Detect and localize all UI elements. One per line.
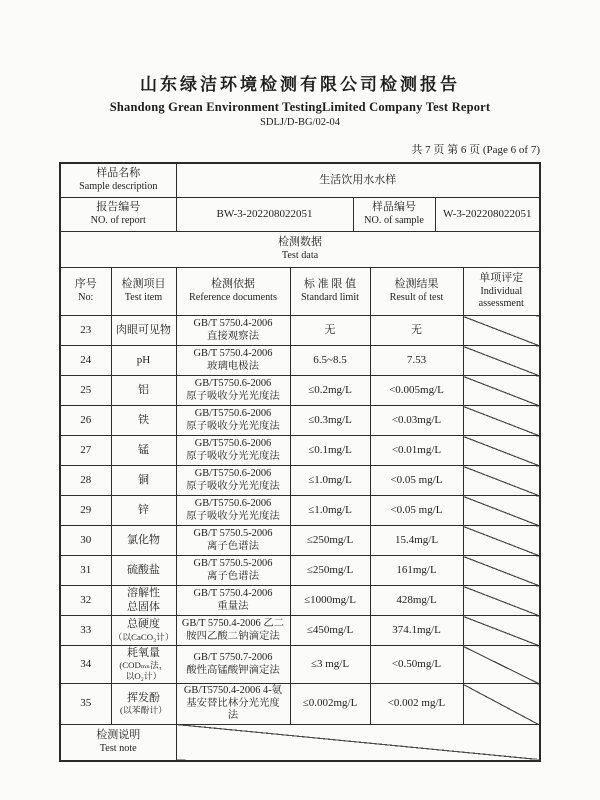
reference-line: 原子吸收分光光度法 [186, 510, 280, 522]
cell-test-result: <0.005mg/L [370, 376, 463, 406]
cell-reference [176, 466, 290, 496]
reference-line: 胺四乙酸二钠滴定法 [186, 630, 280, 642]
cell-no: 31 [60, 556, 111, 586]
reference-line: GB/T 5750.4-2006 [193, 318, 273, 330]
test-item-line: 铜 [138, 473, 149, 486]
cell-standard-limit: ≤0.002mg/L [290, 684, 370, 724]
reference-line: GB/T5750.6-2006 [194, 378, 272, 390]
reference-line: GB/T5750.6-2006 [194, 498, 272, 510]
col-header-reference [176, 268, 290, 316]
cell-assessment-diagonal [463, 316, 540, 346]
table-row [60, 406, 540, 436]
col-result-cn: 检测结果 [394, 278, 439, 291]
test-item-line: pH [136, 353, 151, 366]
table-row [60, 316, 540, 346]
reference-line: GB/T5750.6-2006 [194, 468, 272, 480]
table-row [60, 496, 540, 526]
test-item-line: 总硬度 [127, 618, 160, 631]
reference-line: 原子吸收分光光度法 [186, 480, 280, 492]
col-assess-cn: 单项评定 [479, 271, 524, 284]
sample-no-label-cn: 样品编号 [372, 201, 416, 214]
test-note-label [60, 724, 176, 761]
cell-test-item [111, 684, 176, 724]
page-number-info: 共 7 页 第 6 页 (Page 6 of 7) [411, 144, 540, 156]
cell-no: 29 [60, 496, 111, 526]
reference-line: 离子色谱法 [207, 540, 259, 552]
sample-no-label [353, 198, 435, 232]
col-ref-cn: 检测依据 [211, 278, 255, 291]
test-item-line: 硫酸盐 [127, 563, 160, 576]
test-item-line: 以O₂计） [125, 671, 162, 682]
table-row [60, 526, 540, 556]
test-note-label-en: Test note [99, 742, 137, 754]
cell-assessment-diagonal [463, 346, 540, 376]
table-row [60, 646, 540, 684]
cell-test-result: 428mg/L [370, 586, 463, 616]
cell-no: 30 [60, 526, 111, 556]
cell-standard-limit: 无 [290, 316, 370, 346]
test-item-line: 锰 [138, 443, 149, 456]
cell-test-result: 无 [370, 316, 463, 346]
reference-line: 酸性高锰酸钾滴定法 [186, 664, 280, 676]
col-no-en: No: [78, 292, 94, 303]
reference-line: 原子吸收分光光度法 [186, 450, 280, 462]
cell-test-result: <0.002 mg/L [370, 684, 463, 724]
reference-line: GB/T5750.6-2006 [194, 408, 272, 420]
test-item-line: 氯化物 [127, 533, 160, 546]
table-row [60, 466, 540, 496]
cell-no: 25 [60, 376, 111, 406]
test-item-line: 锌 [138, 503, 149, 516]
cell-test-item [111, 526, 176, 556]
reference-line: GB/T 5750.4-2006 [193, 348, 273, 360]
cell-assessment-diagonal [463, 586, 540, 616]
col-header-standard-limit [290, 268, 370, 316]
cell-test-result: <0.05 mg/L [370, 496, 463, 526]
sample-description-label-en: Sample description [79, 181, 158, 192]
cell-no: 35 [60, 684, 111, 724]
cell-reference [176, 616, 290, 646]
sample-description-value: 生活饮用水水样 [176, 163, 540, 198]
test-item-line: (以苯酚计） [120, 704, 167, 715]
sample-description-label-cn: 样品名称 [96, 167, 141, 180]
table-row [60, 436, 540, 466]
reference-line: GB/T 5750.7-2006 [193, 652, 273, 664]
cell-reference [176, 436, 290, 466]
cell-standard-limit: ≤0.3mg/L [290, 406, 370, 436]
col-assess-en2: assessment [478, 298, 524, 310]
test-note-row [60, 724, 540, 761]
sample-no-value: W-3-202208022051 [435, 198, 540, 232]
column-header-row [60, 268, 540, 316]
test-item-line: 铝 [138, 383, 149, 396]
cell-reference [176, 316, 290, 346]
test-note-label-cn: 检测说明 [96, 728, 141, 741]
reference-line: GB/T 5750.4-2006 [193, 588, 273, 600]
cell-standard-limit: ≤250mg/L [290, 556, 370, 586]
reference-line: 重量法 [217, 600, 249, 612]
col-result-en: Result of test [389, 292, 444, 303]
cell-test-item [111, 496, 176, 526]
cell-test-item [111, 646, 176, 684]
cell-standard-limit: ≤1000mg/L [290, 586, 370, 616]
test-data-title-cn: 检测数据 [278, 236, 322, 249]
cell-reference [176, 376, 290, 406]
cell-standard-limit: 6.5~8.5 [290, 346, 370, 376]
cell-standard-limit: ≤250mg/L [290, 526, 370, 556]
cell-no: 24 [60, 346, 111, 376]
cell-test-item [111, 466, 176, 496]
col-ref-en: Reference documents [189, 292, 277, 303]
sample-description-label [60, 163, 176, 198]
test-item-line: 总固体 [127, 600, 160, 613]
cell-test-item [111, 586, 176, 616]
cell-test-item [111, 376, 176, 406]
report-no-value: BW-3-202208022051 [176, 198, 353, 232]
cell-test-result: <0.01mg/L [370, 436, 463, 466]
table-row [60, 376, 540, 406]
cell-standard-limit: ≤450mg/L [290, 616, 370, 646]
cell-reference [176, 684, 290, 724]
cell-test-item [111, 556, 176, 586]
table-row [60, 586, 540, 616]
document-code: SDLJ/D-BG/02-04 [260, 117, 340, 128]
table-row [60, 346, 540, 376]
cell-test-item [111, 406, 176, 436]
cell-no: 27 [60, 436, 111, 466]
cell-reference [176, 496, 290, 526]
cell-no: 26 [60, 406, 111, 436]
reference-line: GB/T5750.4-2006 4-氨 [183, 685, 283, 697]
col-no-cn: 序号 [74, 278, 97, 291]
cell-assessment-diagonal [463, 406, 540, 436]
test-item-line: 溶解性 [127, 587, 160, 600]
test-report-table [59, 162, 541, 762]
cell-standard-limit: ≤1.0mg/L [290, 466, 370, 496]
cell-reference [176, 586, 290, 616]
col-header-test-item [111, 268, 176, 316]
cell-assessment-diagonal [463, 684, 540, 724]
cell-test-result: 15.4mg/L [370, 526, 463, 556]
cell-assessment-diagonal [463, 616, 540, 646]
cell-reference [176, 346, 290, 376]
reference-line: GB/T 5750.5-2006 [193, 558, 273, 570]
report-no-label-en: NO. of report [90, 215, 146, 226]
cell-standard-limit: ≤1.0mg/L [290, 496, 370, 526]
test-data-section-header [60, 232, 540, 268]
cell-standard-limit: ≤3 mg/L [290, 646, 370, 684]
reference-line: 法 [227, 710, 239, 722]
report-title-en: Shandong Grean Environment TestingLimited Company Test Report [109, 100, 491, 114]
reference-line: 玻璃电极法 [207, 360, 259, 372]
col-assess-en1: Individual [480, 285, 523, 297]
test-item-line: （以CaCO₃计） [113, 631, 174, 642]
cell-reference [176, 556, 290, 586]
cell-test-result: 374.1mg/L [370, 616, 463, 646]
cell-reference [176, 646, 290, 684]
table-row [60, 556, 540, 586]
cell-no: 33 [60, 616, 111, 646]
cell-assessment-diagonal [463, 526, 540, 556]
cell-test-result: <0.05 mg/L [370, 466, 463, 496]
test-item-line: (CODₘₙ法， [119, 660, 168, 671]
cell-assessment-diagonal [463, 496, 540, 526]
cell-standard-limit: ≤0.2mg/L [290, 376, 370, 406]
cell-assessment-diagonal [463, 646, 540, 684]
report-title-cn: 山东绿洁环境检测有限公司检测报告 [140, 75, 460, 94]
cell-test-item [111, 316, 176, 346]
col-item-cn: 检测项目 [121, 278, 166, 291]
test-item-line: 铁 [138, 413, 149, 426]
cell-test-item [111, 436, 176, 466]
reference-line: GB/T 5750.4-2006 乙二 [181, 618, 285, 630]
test-note-empty-diagonal [176, 724, 540, 761]
test-item-line: 肉眼可见物 [116, 323, 171, 336]
cell-test-result: <0.03mg/L [370, 406, 463, 436]
reference-line: 基安替比林分光光度 [186, 697, 280, 709]
cell-test-result: 7.53 [370, 346, 463, 376]
cell-test-result: <0.50mg/L [370, 646, 463, 684]
test-item-line: 挥发酚 [127, 691, 160, 704]
cell-test-item [111, 346, 176, 376]
cell-assessment-diagonal [463, 556, 540, 586]
test-item-line: 耗氧量 [127, 647, 160, 659]
reference-line: 原子吸收分光光度法 [186, 390, 280, 402]
reference-line: 原子吸收分光光度法 [186, 420, 280, 432]
sample-description-row [60, 163, 540, 198]
reference-line: GB/T5750.6-2006 [194, 438, 272, 450]
table-row [60, 684, 540, 724]
col-limit-cn: 标 准 限 值 [303, 278, 357, 291]
test-data-section-row [60, 232, 540, 268]
table-row [60, 616, 540, 646]
cell-assessment-diagonal [463, 466, 540, 496]
cell-test-item [111, 616, 176, 646]
reference-line: 离子色谱法 [207, 570, 259, 582]
reference-line: GB/T 5750.5-2006 [193, 528, 273, 540]
test-data-title-en: Test data [281, 250, 319, 261]
report-no-label [60, 198, 176, 232]
reference-line: 直接观察法 [207, 330, 259, 342]
cell-no: 23 [60, 316, 111, 346]
col-item-en: Test item [124, 292, 163, 303]
cell-no: 28 [60, 466, 111, 496]
sample-no-label-en: NO. of sample [364, 215, 424, 226]
cell-assessment-diagonal [463, 376, 540, 406]
col-header-test-result [370, 268, 463, 316]
cell-no: 34 [60, 646, 111, 684]
report-number-row [60, 198, 540, 232]
cell-reference [176, 526, 290, 556]
cell-assessment-diagonal [463, 436, 540, 466]
cell-test-result: 161mg/L [370, 556, 463, 586]
report-no-label-cn: 报告编号 [96, 201, 141, 214]
col-header-no [60, 268, 111, 316]
cell-standard-limit: ≤0.1mg/L [290, 436, 370, 466]
cell-reference [176, 406, 290, 436]
col-limit-en: Standard limit [300, 292, 359, 303]
cell-no: 32 [60, 586, 111, 616]
col-header-assessment [463, 268, 540, 316]
